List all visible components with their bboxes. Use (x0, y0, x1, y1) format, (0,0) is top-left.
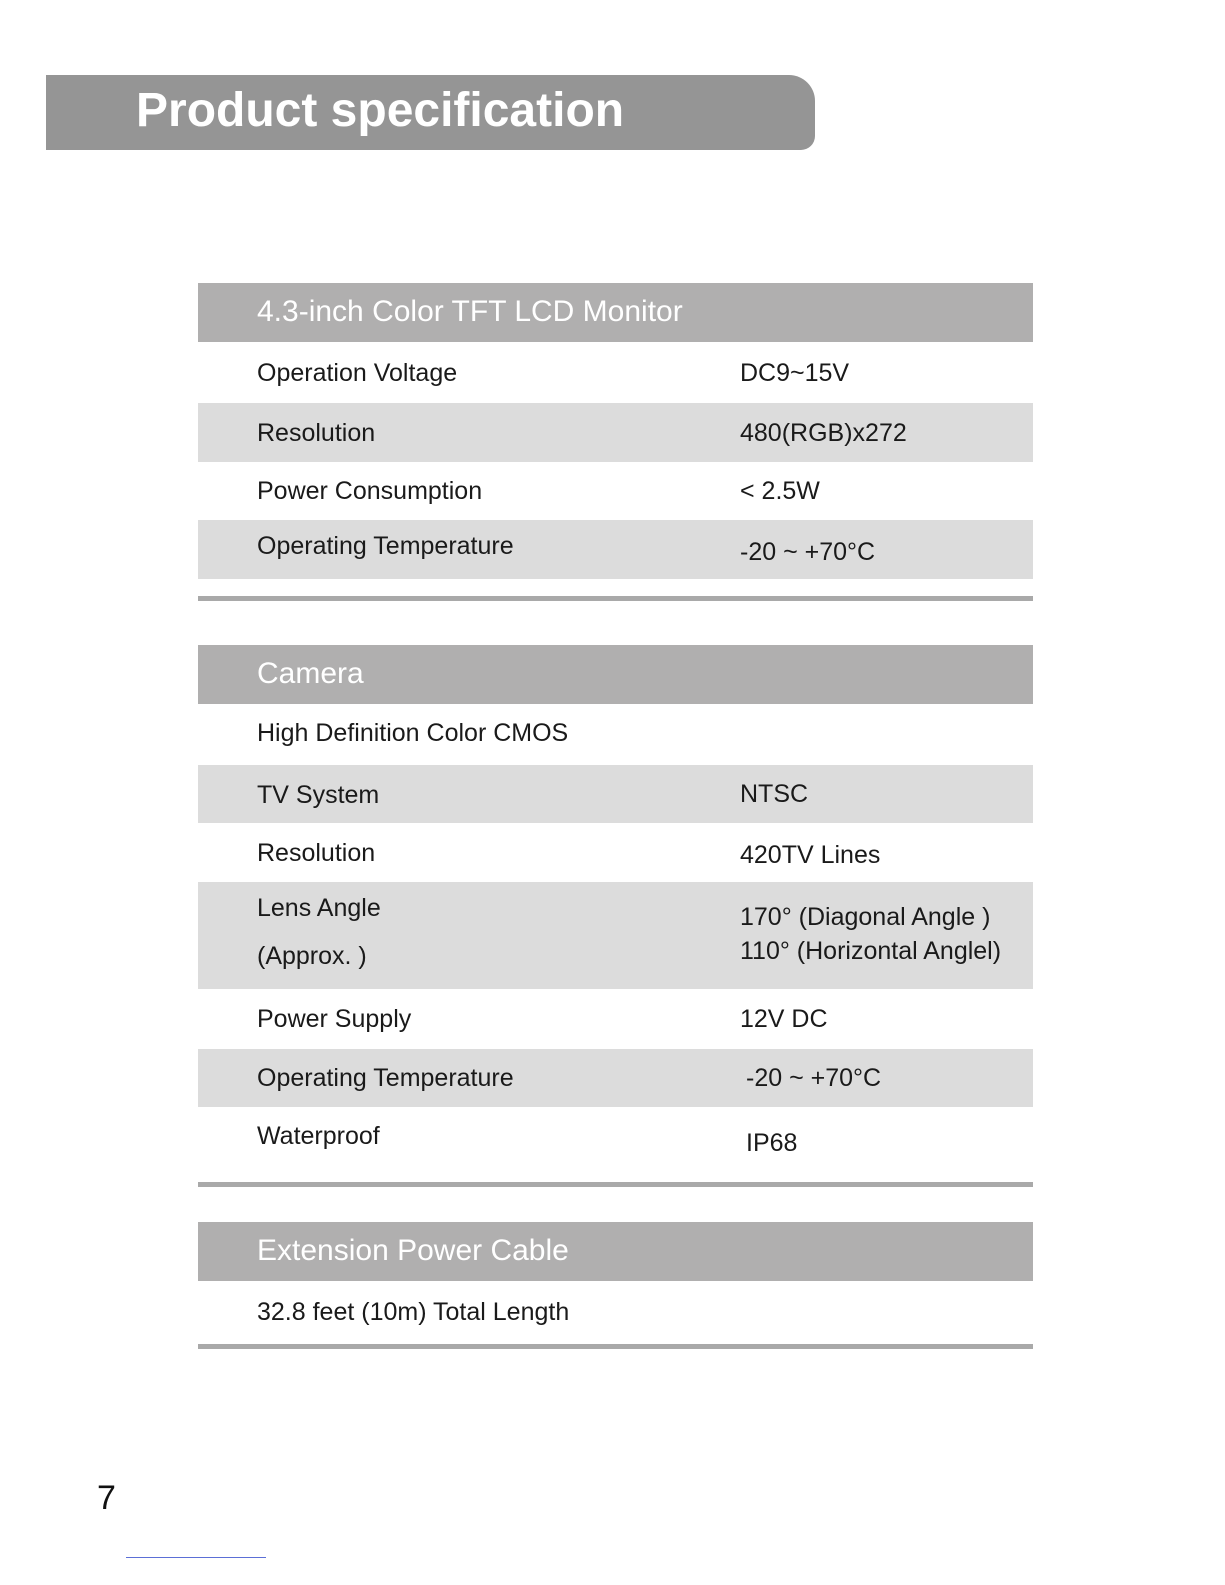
section-divider (198, 596, 1033, 601)
cable-header (198, 1222, 1033, 1281)
spec-label: Waterproof (257, 1122, 380, 1150)
spec-value: 480(RGB)x272 (740, 419, 907, 447)
table-row (198, 882, 1033, 989)
table-row (198, 823, 1033, 882)
monitor-header (198, 283, 1033, 342)
spec-value: 170° (Diagonal Angle ) (740, 903, 991, 931)
spec-label: Power Supply (257, 1005, 412, 1033)
section-divider (198, 1344, 1033, 1349)
spec-label: Operating Temperature (257, 532, 514, 560)
spec-label: Power Consumption (257, 477, 483, 505)
camera-spec-table (198, 645, 1033, 1190)
spec-label: Operating Temperature (257, 1064, 514, 1092)
cable-header-label: Extension Power Cable (257, 1234, 569, 1267)
table-row (198, 462, 1033, 520)
spec-value: IP68 (746, 1129, 798, 1157)
spec-value: DC9~15V (740, 359, 850, 387)
monitor-spec-table (198, 283, 1033, 603)
spec-value: NTSC (740, 780, 809, 808)
spec-label-note: (Approx. ) (257, 942, 367, 970)
table-row (198, 1049, 1033, 1107)
table-row (198, 520, 1033, 579)
spec-label: Resolution (257, 419, 376, 447)
camera-header-label: Camera (257, 657, 364, 690)
page-title: Product specification (136, 84, 625, 137)
spec-value: 12V DC (740, 1005, 828, 1033)
spec-label: Resolution (257, 839, 376, 867)
monitor-header-label: 4.3-inch Color TFT LCD Monitor (257, 295, 683, 328)
spec-value: -20 ~ +70°C (746, 1064, 882, 1092)
spec-value: 420TV Lines (740, 841, 881, 869)
table-row (198, 989, 1033, 1049)
cable-length: 32.8 feet (10m) Total Length (257, 1298, 570, 1326)
spec-value-secondary: 110° (Horizontal Anglel) (740, 937, 1002, 965)
spec-value: -20 ~ +70°C (740, 538, 876, 566)
spec-label: TV System (257, 781, 380, 809)
table-row (198, 765, 1033, 823)
table-row (198, 1107, 1033, 1177)
section-divider (198, 1182, 1033, 1187)
spec-value: < 2.5W (740, 477, 820, 505)
footer-line (126, 1557, 266, 1558)
table-row (198, 703, 1033, 765)
cable-spec-table (198, 1222, 1033, 1354)
spec-label: Lens Angle (257, 894, 381, 922)
camera-header (198, 645, 1033, 704)
title-banner (46, 75, 815, 150)
page-number: 7 (97, 1479, 116, 1517)
camera-sensor: High Definition Color CMOS (257, 719, 569, 747)
table-row (198, 1281, 1033, 1343)
table-row (198, 403, 1033, 462)
table-row (198, 342, 1033, 403)
spec-label: Operation Voltage (257, 359, 458, 387)
